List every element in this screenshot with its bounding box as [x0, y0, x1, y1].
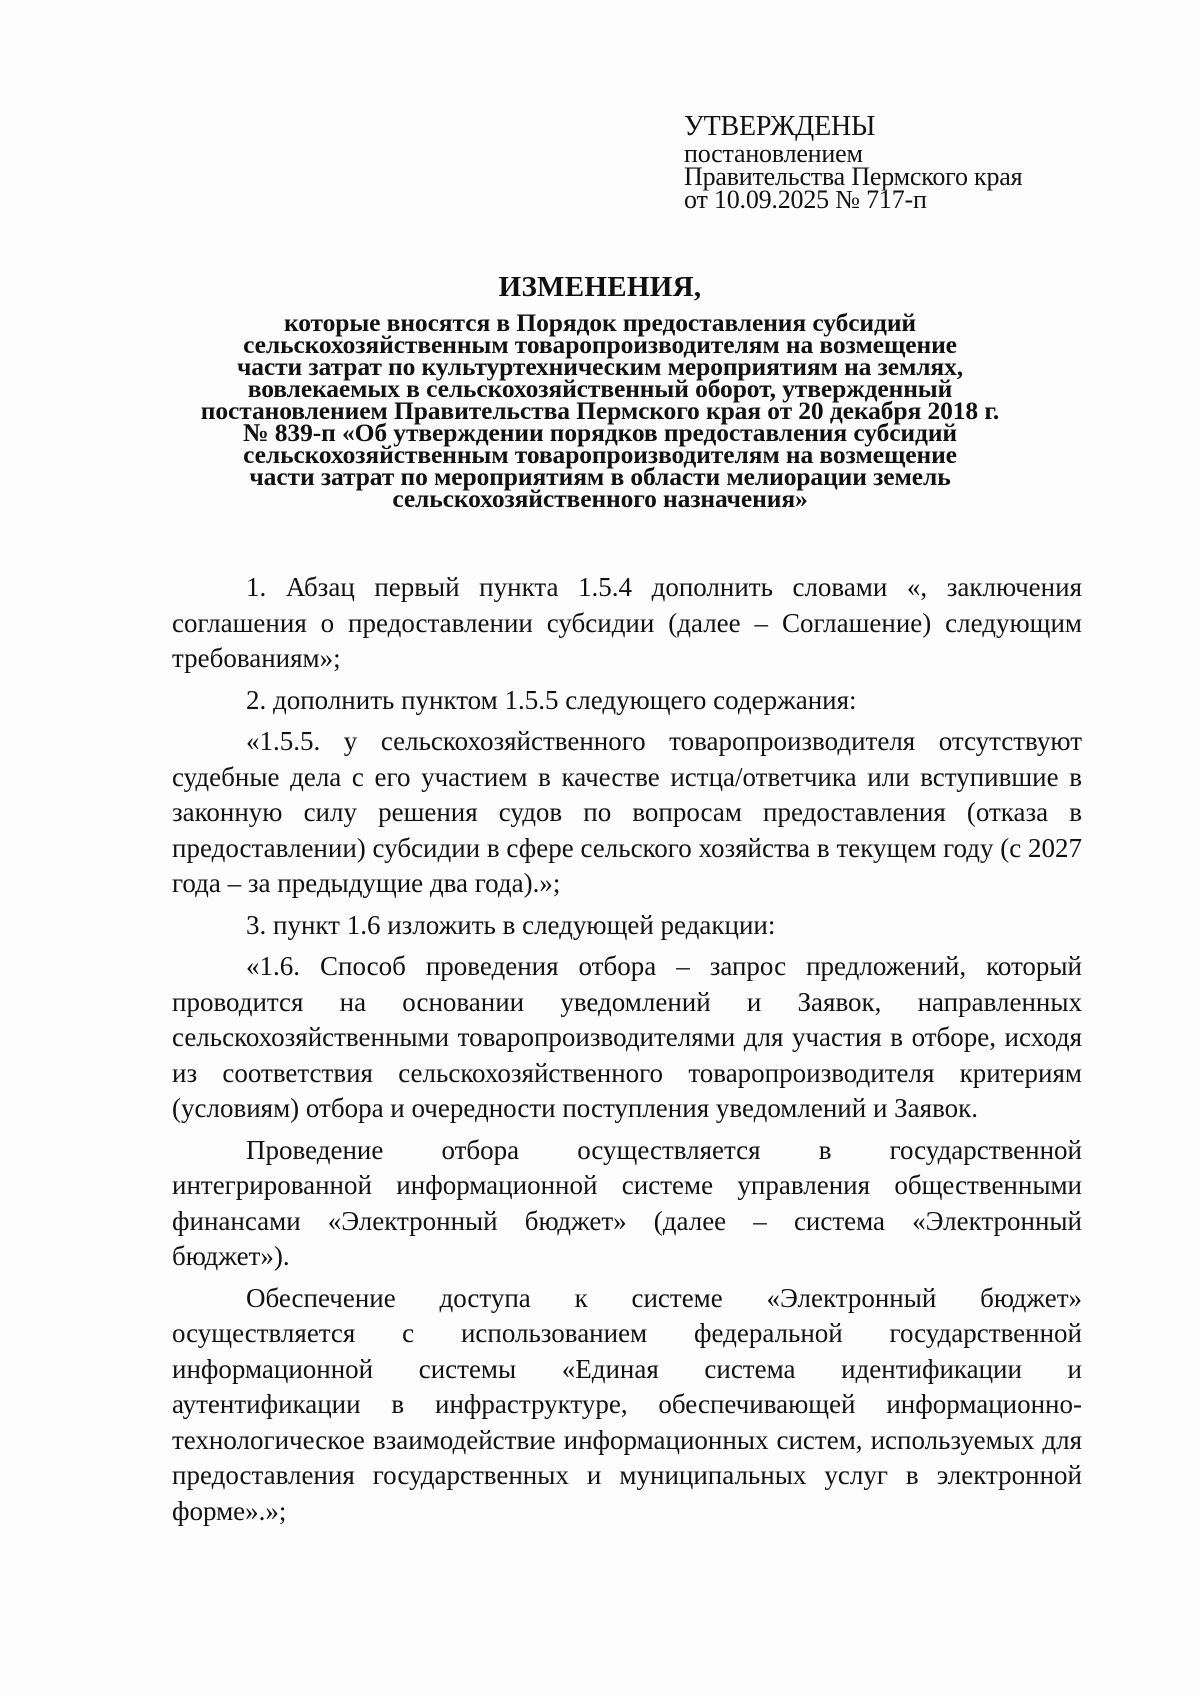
- paragraph-quote-1-6: «1.6. Способ проведения отбора – запрос предложений, который проводится на основании уведомлений и Заявок, направленных сельскохозяйственными товаропроизводителями для участия в отборе, исходя из соответствия сельскохозяйственного товаропроизводителя критериям (условиям) отбора и очередности поступления уведомлений и Заявок.: [172, 951, 1082, 1123]
- approval-line: постановлением: [684, 139, 863, 168]
- subtitle-line: части затрат по мероприятиям в области мелиорации земель: [249, 462, 951, 491]
- document-subtitle: [120, 308, 1080, 513]
- paragraph-selection-system: Проведение отбора осуществляется в государственной интегрированной информационной системе управления общественными финансами «Электронный бюджет» (далее – система «Электронный бюджет»).: [172, 1134, 1082, 1271]
- subtitle-line: постановлением Правительства Пермского края от 20 декабря 2018 г.: [200, 396, 1000, 425]
- subtitle-line: которые вносятся в Порядок предоставления субсидий: [283, 308, 917, 337]
- document-heading: [120, 270, 1080, 513]
- approval-line: Правительства Пермского края: [684, 162, 1023, 191]
- paragraph-quote-1-5-5: «1.5.5. у сельскохозяйственного товаропроизводителя отсутствуют судебные дела с его участием в качестве истца/ответчика или вступившие в законную силу решения судов по вопросам предоставления (отказа в предоставлении) субсидии в сфере сельского хозяйства в текущем году (с 2027 года – за предыдущие два года).»;: [172, 726, 1082, 898]
- approval-block: [684, 111, 1104, 214]
- approval-date-number: от 10.09.2025 № 717-п: [684, 185, 927, 214]
- subtitle-line: № 839-п «Об утверждении порядков предоставления субсидий: [242, 418, 958, 447]
- subtitle-line: сельскохозяйственного назначения»: [392, 484, 808, 513]
- document-body: [172, 570, 1082, 1529]
- paragraph-item-2: 2. дополнить пунктом 1.5.5 следующего содержания:: [246, 684, 857, 715]
- subtitle-line: сельскохозяйственным товаропроизводителям на возмещение: [243, 330, 957, 359]
- approval-title: УТВЕРЖДЕНЫ: [684, 111, 876, 142]
- paragraph-item-1: 1. Абзац первый пункта 1.5.4 дополнить словами «, заключения соглашения о предоставлении субсидии (далее – Соглашение) следующим требованиям»;: [172, 572, 1082, 673]
- subtitle-line: вовлекаемых в сельскохозяйственный оборот, утвержденный: [247, 374, 953, 403]
- subtitle-line: части затрат по культуртехническим мероприятиям на землях,: [236, 352, 964, 381]
- subtitle-line: сельскохозяйственным товаропроизводителям на возмещение: [243, 440, 957, 469]
- paragraph-system-access: Обеспечение доступа к системе «Электронный бюджет» осуществляется с использованием федеральной государственной информационной системы «Единая система идентификации и аутентификации в инфраструктуре, обеспечивающей информационно-технологическое взаимодействие информационных систем, используемых для предоставления государственных и муниципальных услуг в электронной форме».»;: [172, 1282, 1082, 1526]
- paragraph-item-3: 3. пункт 1.6 изложить в следующей редакции:: [246, 909, 776, 940]
- document-title: ИЗМЕНЕНИЯ,: [498, 271, 702, 303]
